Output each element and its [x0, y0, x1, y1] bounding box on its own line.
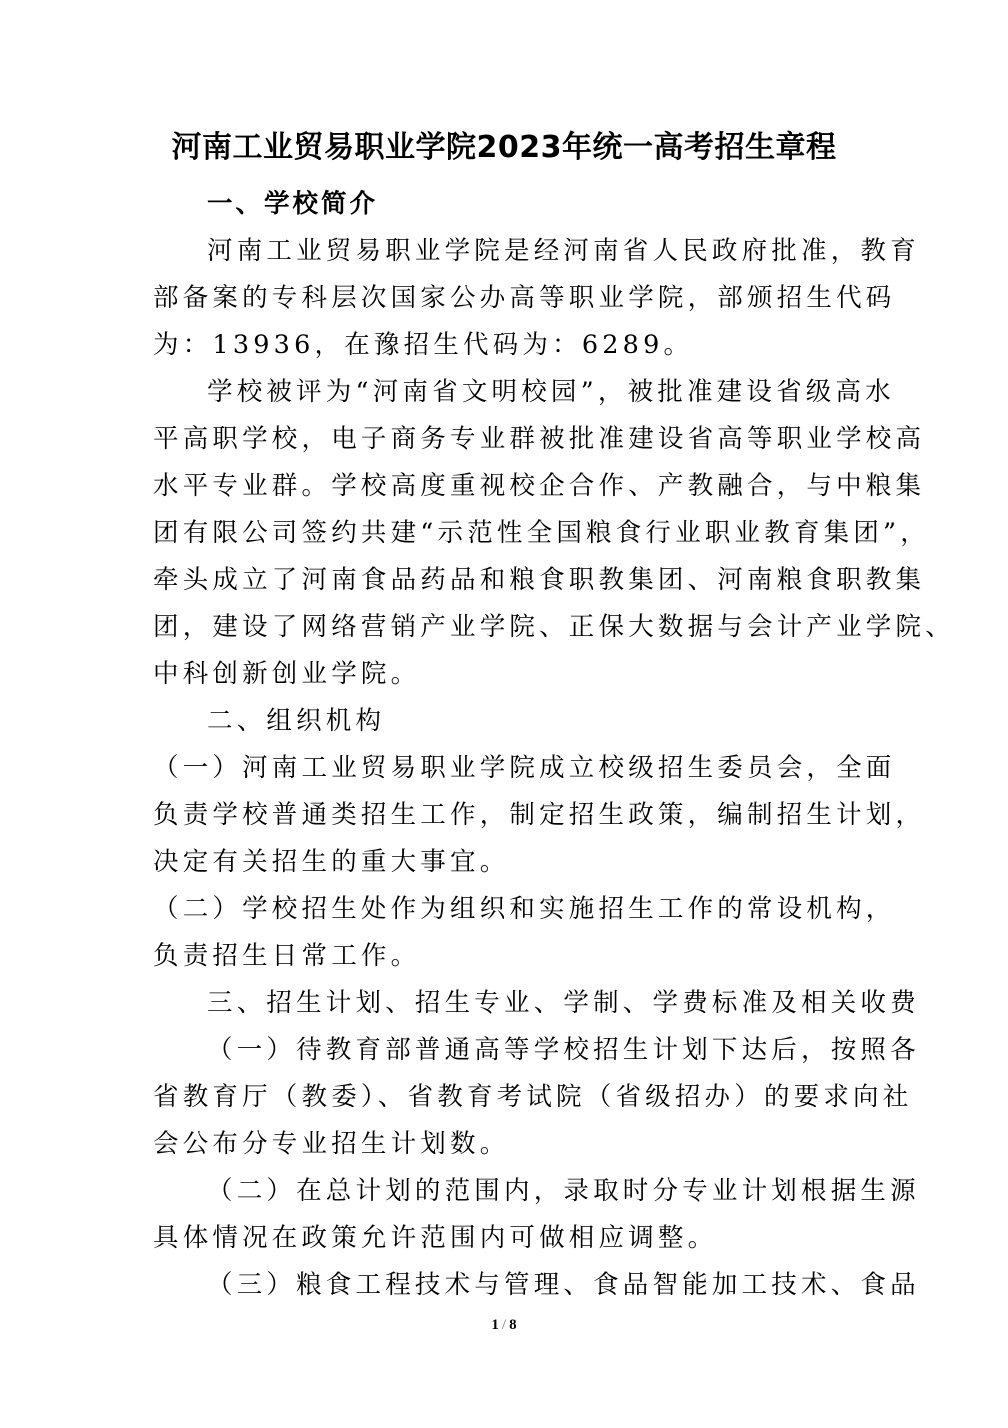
text-line: （一）待教育部普通高等学校招生计划下达后，按照各: [207, 1035, 920, 1065]
text-line: （二）在总计划的范围内，录取时分专业计划根据生源: [207, 1176, 920, 1206]
text-line: 三、招生计划、招生专业、学制、学费标准及相关收费: [207, 988, 920, 1018]
text-line: 负责招生日常工作。: [153, 941, 421, 971]
text-line: 负责学校普通类招生工作，制定招生政策，编制招生计划，: [153, 800, 926, 830]
text-line: （一）河南工业贸易职业学院成立校级招生委员会，全面: [153, 753, 896, 783]
text-line: 团，建设了网络营销产业学院、正保大数据与会计产业学院、: [153, 612, 955, 642]
text-line: 学校被评为“河南省文明校园”，被批准建设省级高水: [207, 377, 895, 407]
text-line: 具体情况在政策允许范围内可做相应调整。: [153, 1223, 718, 1253]
document-title: 河南工业贸易职业学院2023年统一高考招生章程: [171, 130, 837, 165]
text-line: 省教育厅（教委）、省教育考试院（省级招办）的要求向社: [153, 1082, 913, 1112]
page-number: [0, 1316, 1008, 1334]
text-line: 会公布分专业招生计划数。: [153, 1129, 510, 1159]
text-line: 团有限公司签约共建“示范性全国粮食行业职业教育集团”，: [153, 518, 930, 548]
text-line: 河南工业贸易职业学院是经河南省人民政府批准，教育: [207, 236, 920, 266]
text-line: 部备案的专科层次国家公办高等职业学院，部颁招生代码: [153, 283, 896, 313]
text-line: 二、组织机构: [207, 706, 386, 736]
text-line: 牵头成立了河南食品药品和粮食职教集团、河南粮食职教集: [153, 565, 926, 595]
text-line: 为：13936，在豫招生代码为：6289。: [153, 330, 694, 360]
text-line: （二）学校招生处作为组织和实施招生工作的常设机构，: [153, 894, 896, 924]
text-line: 决定有关招生的重大事宜。: [153, 847, 510, 877]
current-page-number: 1: [491, 1317, 499, 1333]
total-pages: 8: [509, 1317, 517, 1333]
text-line: 平高职学校，电子商务专业群被批准建设省高等职业学校高: [153, 424, 926, 454]
text-line: （三）粮食工程技术与管理、食品智能加工技术、食品: [207, 1270, 920, 1300]
page-separator: /: [501, 1317, 507, 1333]
text-line: 水平专业群。学校高度重视校企合作、产教融合，与中粮集: [153, 471, 926, 501]
text-line: 中科创新创业学院。: [153, 659, 421, 689]
section-heading: 一、学校简介: [207, 189, 379, 219]
